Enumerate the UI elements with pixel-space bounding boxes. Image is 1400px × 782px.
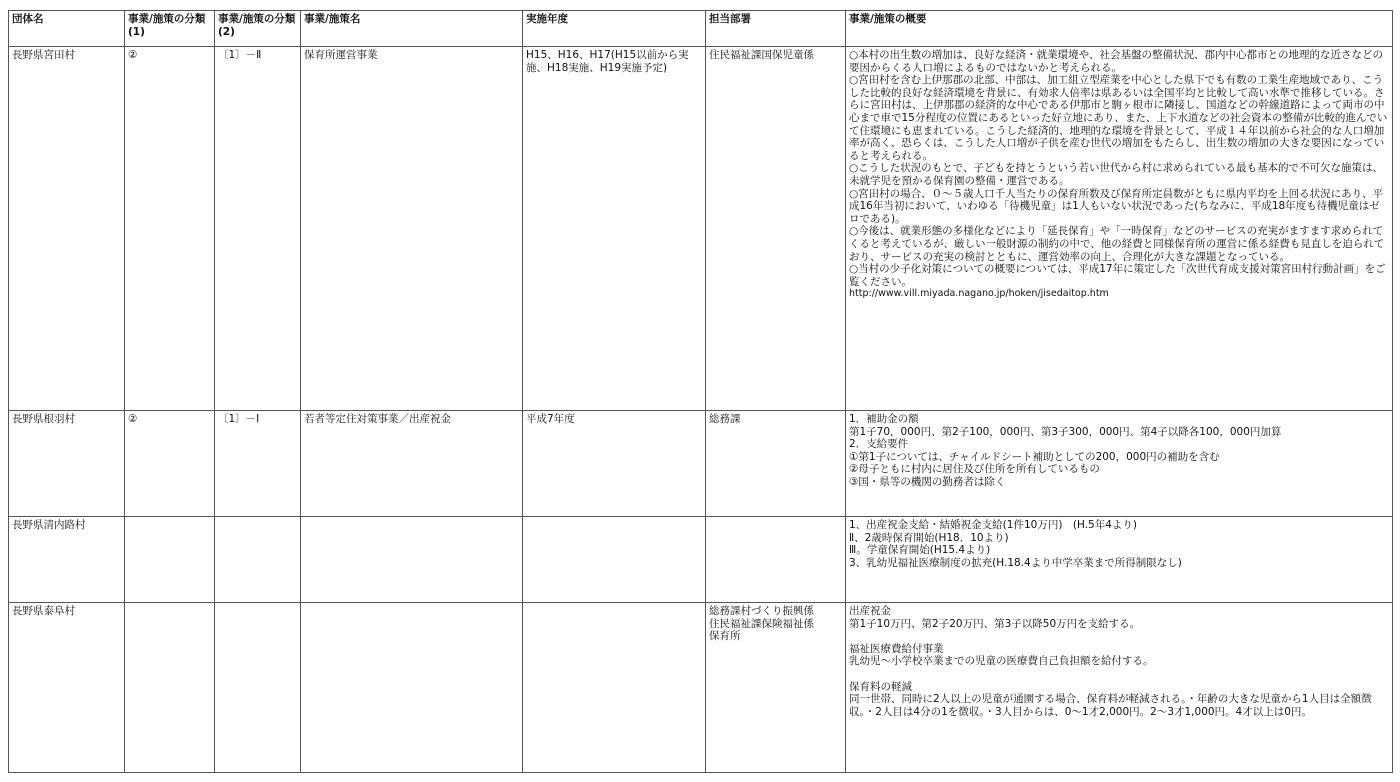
header-dept: 担当部署 <box>706 11 846 47</box>
cell-year <box>523 517 706 603</box>
header-year: 実施年度 <box>523 11 706 47</box>
overview-paragraph: ○本村の出生数の増加は、良好な経済・就業環境や、社会基盤の整備状況、郡内中心都市との地理的な近さなどの要因からくる人口増によるものではないかと考えられる。 <box>849 49 1383 74</box>
cell-class2 <box>215 517 301 603</box>
cell-overview <box>846 603 1393 773</box>
cell-class1: ② <box>125 47 215 411</box>
overview-block-body: 乳幼児～小学校卒業までの児童の医療費自己負担額を給付する。 <box>849 655 1154 668</box>
cell-org: 長野県泰阜村 <box>9 603 125 773</box>
header-class2: 事業/施策の分類(2) <box>215 11 301 47</box>
cell-overview <box>846 517 1393 603</box>
header-name: 事業/施策名 <box>301 11 523 47</box>
cell-name: 若者等定住対策事業／出産祝金 <box>301 411 523 517</box>
overview-paragraph: ○今後は、就業形態の多様化などにより「延長保育」や「一時保育」などのサービスの充実がますます求められてくると考えているが、厳しい一般財源の制約の中で、他の経費と同様保育所の運営に係る経費も見直しを迫られており、サービスの充実の検討とともに、運営効率の向上、合理化が大きな課題となっている。 <box>849 225 1385 263</box>
cell-class2: 〔1〕－Ⅰ <box>215 411 301 517</box>
cell-dept <box>706 517 846 603</box>
cell-name <box>301 517 523 603</box>
cell-org: 長野県根羽村 <box>9 411 125 517</box>
cell-dept <box>706 603 846 773</box>
overview-paragraph: ○宮田村の場合、０～５歳人口千人当たりの保育所数及び保育所定員数がともに県内平均を上回る状況にあり、平成16年当初において、いわゆる「待機児童」は1人もいない状況であった(ちなみに、平成18年度も待機児童はゼロである)。 <box>849 187 1384 225</box>
header-row <box>9 11 1393 47</box>
cell-org: 長野県宮田村 <box>9 47 125 411</box>
header-org: 団体名 <box>9 11 125 47</box>
plan-url-link[interactable]: http://www.vill.miyada.nagano.jp/hoken/jisedaitop.htm <box>849 288 1109 300</box>
overview-block-body: 同一世帯、同時に2人以上の児童が通園する場合、保育料が軽減される。・年齢の大きな児童から1人目は全額徴収。・2人目は4分の1を徴収。・3人目からは、0～1才2,000円。2～3才1,000円。4才以上は0円。 <box>849 693 1372 718</box>
cell-year: 平成7年度 <box>523 411 706 517</box>
cell-name <box>301 603 523 773</box>
cell-org: 長野県清内路村 <box>9 517 125 603</box>
cell-year <box>523 603 706 773</box>
table-row <box>9 411 1393 517</box>
overview-block-title: 出産祝金 <box>849 605 891 617</box>
table-row <box>9 603 1393 773</box>
table-row <box>9 47 1393 411</box>
overview-line: ①第1子については、チャイルドシート補助としての200，000円の補助を含む <box>849 450 1220 463</box>
overview-line: 2．支給要件 <box>849 438 909 451</box>
overview-line: Ⅱ、2歳時保育開始(H18．10より) <box>849 531 1009 544</box>
overview-line: ②母子ともに村内に居住及び住所を所有しているもの <box>849 463 1100 476</box>
overview-line: 1、出産祝金支給・結婚祝金支給(1件10万円) (H.5年4より) <box>849 519 1138 531</box>
overview-paragraph: ○宮田村を含む上伊那郡の北部、中部は、加工組立型産業を中心とした県下でも有数の工業生産地域であり、こうした比較的良好な経済環境を背景に、有効求人倍率は県あるいは全国平均と比較して高い水準で推移している。さらに宮田村は、上伊那郡の経済的な中心である伊那市と駒ヶ根市に隣接し、国道などの幹線道路によって両市の中心まで車で15分程度の位置にあるといった好立地にあり、また、上下水道などの社会資本の整備が比較的進んでいて住環境にも恵まれている。こうした経済的、地理的な環境を背景として、平成１４年以前から社会的な人口増加率が高く、恐らくは、こうした人口増が子供を産む世代の増加をもたらし、出生数の増加の大きな要因になっていると考えられる。 <box>849 74 1388 162</box>
overview-paragraph: ○こうした状況のもとで、子どもを持とうという若い世代から村に求められている最も基本的で不可欠な施策は、未就学児を預かる保育園の整備・運営である。 <box>849 162 1383 187</box>
overview-paragraph: ○当村の少子化対策についての概要については、平成17年に策定した「次世代育成支援対策宮田村行動計画」をご覧ください。 <box>849 263 1386 288</box>
header-overview: 事業/施策の概要 <box>846 11 1393 47</box>
overview-block-title: 保育料の軽減 <box>849 680 912 693</box>
cell-class1: ② <box>125 411 215 517</box>
cell-name: 保育所運営事業 <box>301 47 523 411</box>
cell-class1 <box>125 603 215 773</box>
overview-block-body: 第1子10万円、第2子20万円、第3子以降50万円を支給する。 <box>849 617 1141 630</box>
measures-table <box>8 10 1393 773</box>
dept-lines: 総務課村づくり振興係 住民福祉課保険福祉係 保育所 <box>709 605 814 643</box>
document-sheet <box>8 10 1392 770</box>
overview-line: 1．補助金の額 <box>849 413 919 425</box>
cell-overview <box>846 411 1393 517</box>
overview-block-title: 福祉医療費給付事業 <box>849 642 944 655</box>
table-row <box>9 517 1393 603</box>
spacer <box>849 668 1389 681</box>
cell-class2: 〔1〕－Ⅱ <box>215 47 301 411</box>
cell-class1 <box>125 517 215 603</box>
cell-overview <box>846 47 1393 411</box>
overview-line: 3、乳幼児福祉医療制度の拡充(H.18.4より中学卒業まで所得制限なし) <box>849 556 1182 569</box>
overview-line: Ⅲ。学童保育開始(H15.4より) <box>849 544 991 557</box>
cell-dept: 総務課 <box>706 411 846 517</box>
overview-line: 第1子70，000円、第2子100，000円、第3子300，000円、第4子以降各100，000円加算 <box>849 425 1282 438</box>
cell-class2 <box>215 603 301 773</box>
cell-year: H15、H16、H17(H15以前から実施、H18実施、H19実施予定) <box>523 47 706 411</box>
overview-line: ③国・県等の機関の勤務者は除く <box>849 475 1006 488</box>
spacer <box>849 630 1389 643</box>
cell-dept: 住民福祉課国保児童係 <box>706 47 846 411</box>
header-class1: 事業/施策の分類(1) <box>125 11 215 47</box>
